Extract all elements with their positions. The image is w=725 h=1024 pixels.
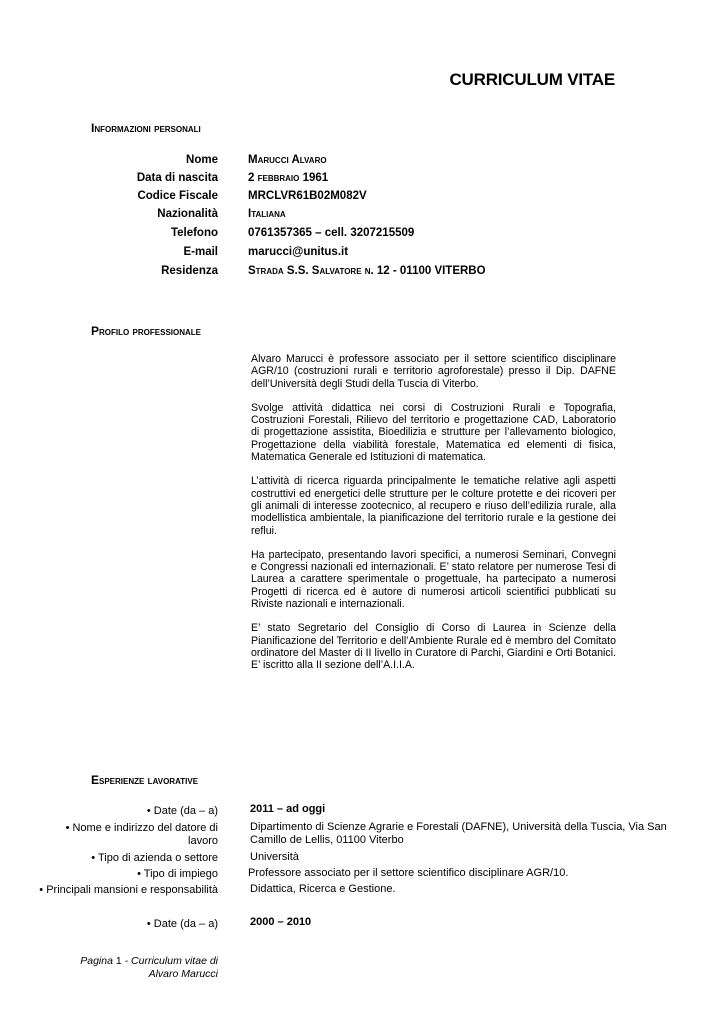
label-nazionalita: Nazionalità — [157, 208, 218, 220]
label-data-nascita: Data di nascita — [136, 172, 218, 184]
value-telefono: 0761357365 – cell. 3207215509 — [248, 227, 415, 239]
exp-label-type: • Tipo di azienda o settore — [91, 852, 218, 864]
label-residenza: Residenza — [161, 265, 218, 277]
footer-line-2: Alvaro Marucci — [148, 968, 218, 980]
exp-dates: 2011 – ad oggi — [250, 803, 326, 815]
exp-type: Università — [250, 851, 299, 863]
value-residenza: Strada S.S. Salvatore n. 12 - 01100 VITERBO — [248, 265, 486, 277]
exp-job: Professore associato per il settore scientifico disciplinare AGR/10. — [248, 867, 569, 879]
exp-label-duties: • Principali mansioni e responsabilità — [39, 884, 218, 896]
value-nome: Marucci Alvaro — [248, 154, 327, 166]
exp-employer: Dipartimento di Scienze Agrarie e Forestali (DAFNE), Università della Tuscia, Via San Camillo de Lellis, 01100 Viterbo — [250, 821, 667, 846]
page-footer — [80, 955, 218, 981]
profile-text — [251, 353, 616, 684]
exp-label-dates: • Date (da – a) — [146, 805, 218, 817]
profile-paragraph: Ha partecipato, presentando lavori specifici, a numerosi Seminari, Convegni e Congressi nazionali ed internazionali. E’ stato relatore per numerose Tesi di Laurea a carattere sperimentale o progettuale, ha partecipato a numerosi Progetti di ricerca ed è autore di numerosi articoli scientifici pubblicati su Riviste nazionali e internazionali. — [251, 548, 616, 611]
label-nome: Nome — [186, 154, 218, 166]
section-heading-profile: Profilo professionale — [91, 324, 202, 338]
label-email: E-mail — [183, 246, 218, 258]
label-codice-fiscale: Codice Fiscale — [137, 190, 218, 202]
exp-label-job: • Tipo di impiego — [137, 868, 218, 880]
label-telefono: Telefono — [170, 227, 218, 239]
section-heading-personal: Informazioni personali — [91, 121, 201, 135]
exp-duties: Didattica, Ricerca e Gestione. — [250, 883, 396, 895]
value-email[interactable]: marucci@unitus.it — [248, 246, 349, 258]
document-title: CURRICULUM VITAE — [449, 70, 615, 89]
value-data-nascita: 2 febbraio 1961 — [248, 172, 329, 184]
profile-paragraph: Alvaro Marucci è professore associato per il settore scientifico disciplinare AGR/10 (costruzioni rurali e territorio agroforestale) presso il Dip. DAFNE dell’Università degli Studi della Tuscia di Viterbo. — [251, 353, 616, 390]
profile-paragraph: L’attività di ricerca riguarda principalmente le tematiche relative agli aspetti costruttivi ed energetici delle strutture per le colture protette e dei ricoveri per gli animali di interesse zootecnico, al recupero e riuso dell’edilizia rurale, alla modellistica ambientale, la pianificazione del territorio rurale e la gestione dei reflui. — [251, 475, 616, 537]
value-nazionalita: Italiana — [248, 208, 286, 220]
footer-line-1 — [80, 955, 218, 968]
section-heading-experience: Esperienze lavorative — [91, 773, 199, 787]
footer-text-line1: - Curriculum vitae di — [124, 955, 218, 967]
footer-page-prefix: Pagina — [80, 955, 113, 967]
exp-dates-2: 2000 – 2010 — [250, 916, 312, 928]
value-codice-fiscale: MRCLVR61B02M082V — [248, 190, 367, 202]
profile-paragraph: E’ stato Segretario del Consiglio di Corso di Laurea in Scienze della Pianificazione del Territorio e dell’Ambiente Rurale ed è membro del Comitato ordinatore del Master di II livello in Curatore di Parchi, Giardini e Orti Botanici. E’ iscritto alla II sezione dell’A.I.I.A. — [251, 622, 616, 672]
exp-label-dates-2: • Date (da – a) — [146, 918, 218, 930]
exp-label-employer: • Nome e indirizzo del datore di lavoro — [65, 822, 218, 847]
profile-paragraph: Svolge attività didattica nei corsi di Costruzioni Rurali e Topografia, Costruzioni Forestali, Rilievo del territorio e progettazione CAD, Laboratorio di progettazione assistita, Bioedilizia e strutture per l’allevamento biologico, Progettazione della viabilità forestale, Matematica ed elementi di fisica, Matematica Generale ed Istituzioni di matematica. — [251, 401, 616, 464]
footer-page-number: 1 — [115, 955, 122, 967]
